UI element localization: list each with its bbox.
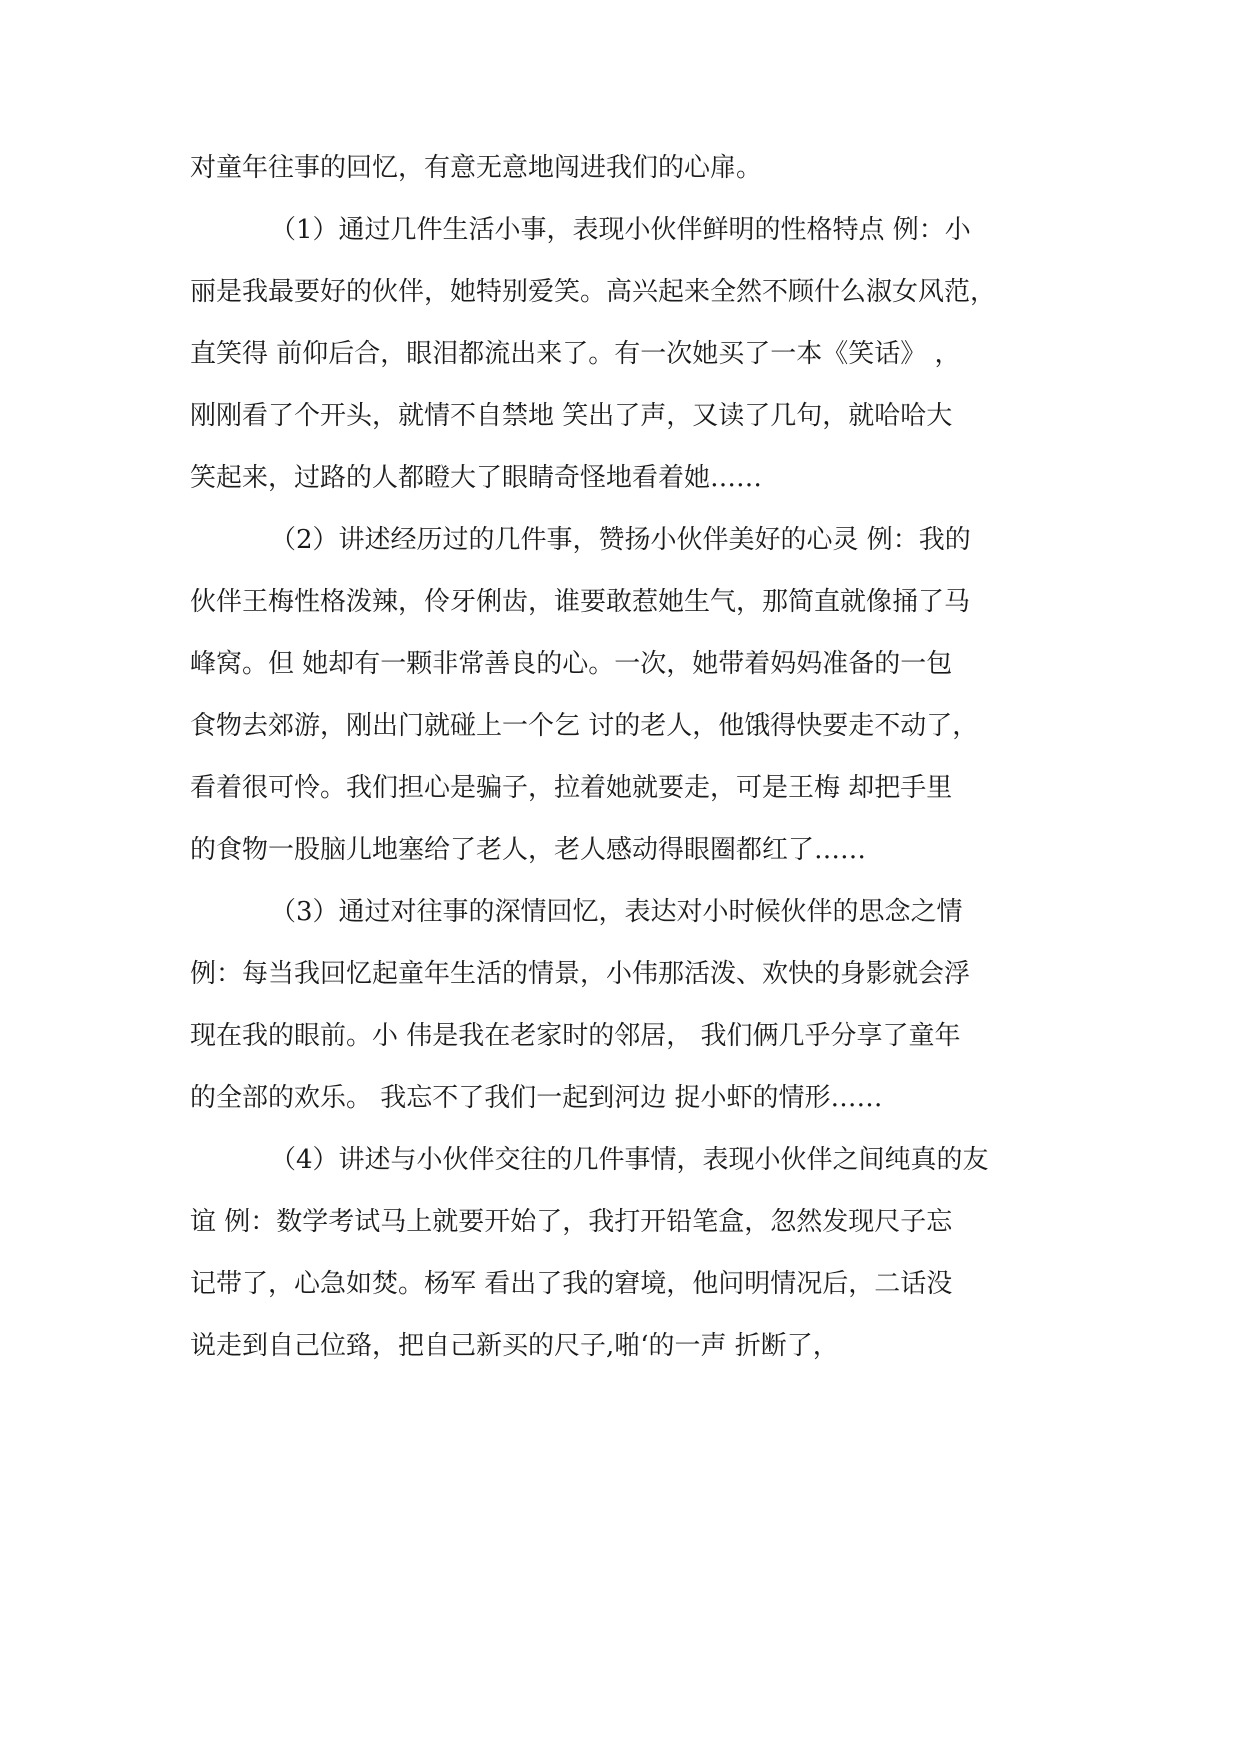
text-line: （3）通过对往事的深情回忆，表达对小时候伙伴的思念之情 <box>270 897 963 927</box>
text-line: 刚刚看了个开头，就情不自禁地 笑出了声，又读了几句，就哈哈大 <box>190 401 953 431</box>
text-line: 直笑得 前仰后合，眼泪都流出来了。有一次她买了一本《笑话》 ， <box>190 339 961 369</box>
text-line: 现在我的眼前。小 伟是我在老家时的邻居， 我们俩几乎分享了童年 <box>190 1021 961 1051</box>
text-line: （4）讲述与小伙伴交往的几件事情，表现小伙伴之间纯真的友 <box>270 1145 989 1175</box>
text-line: 食物去郊游，刚出门就碰上一个乞 讨的老人，他饿得快要走不动了， <box>190 711 979 741</box>
text-line: 记带了，心急如焚。杨军 看出了我的窘境，他问明情况后，二话没 <box>190 1269 953 1299</box>
text-line: 的全部的欢乐。 我忘不了我们一起到河边 捉小虾的情形…… <box>190 1083 883 1113</box>
text-line: 笑起来，过路的人都瞪大了眼睛奇怪地看着她…… <box>190 463 763 493</box>
text-line: 的食物一股脑儿地塞给了老人，老人感动得眼圈都红了…… <box>190 835 867 865</box>
text-line: 伙伴王梅性格泼辣，伶牙俐齿，谁要敢惹她生气，那简直就像捅了马 <box>190 587 971 617</box>
text-line: （2）讲述经历过的几件事，赞扬小伙伴美好的心灵 例：我的 <box>270 525 971 555</box>
text-line: 例：每当我回忆起童年生活的情景，小伟那活泼、欢快的身影就会浮 <box>190 959 971 989</box>
text-line: 说走到自己位臵，把自己新买的尺子,啪‘的一声 折断了， <box>190 1331 839 1361</box>
text-line: 丽是我最要好的伙伴，她特别爱笑。高兴起来全然不顾什么淑女风范， <box>190 277 997 307</box>
text-line: 对童年往事的回忆，有意无意地闯进我们的心扉。 <box>190 153 763 183</box>
text-line: 峰窝。但 她却有一颗非常善良的心。一次，她带着妈妈准备的一包 <box>190 649 953 679</box>
text-line: 谊 例：数学考试马上就要开始了，我打开铅笔盒，忽然发现尺子忘 <box>190 1207 953 1237</box>
text-line: 看着很可怜。我们担心是骗子，拉着她就要走，可是王梅 却把手里 <box>190 773 953 803</box>
text-line: （1）通过几件生活小事，表现小伙伴鲜明的性格特点 例：小 <box>270 215 971 245</box>
